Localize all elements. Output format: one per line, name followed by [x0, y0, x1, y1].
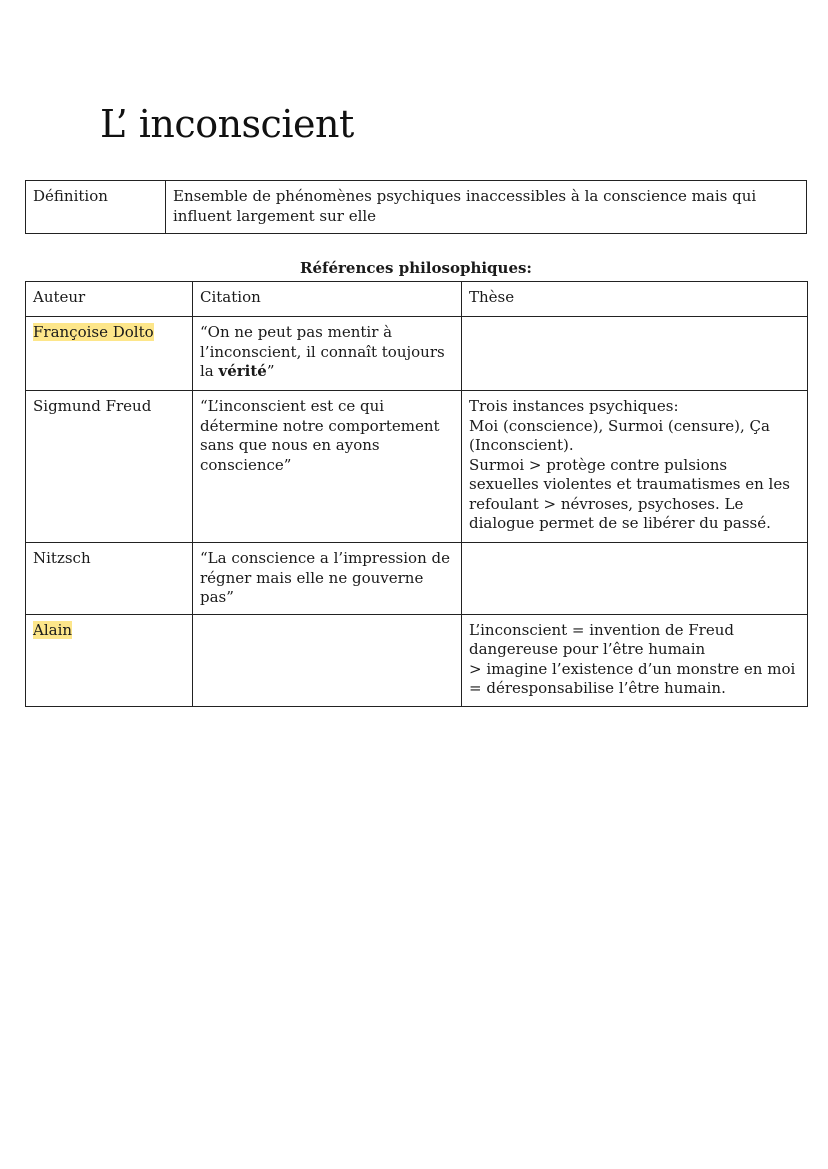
- quote-cell: “La conscience a l’impression de régner mais elle ne gouverne pas”: [193, 543, 462, 615]
- header-citation: Citation: [193, 282, 462, 317]
- header-auteur: Auteur: [26, 282, 193, 317]
- author-cell: [26, 317, 193, 391]
- quote-text: “On ne peut pas mentir à l’inconscient, il connaît toujours la: [200, 323, 445, 380]
- thesis-cell: L’inconscient = invention de Freud dangereuse pour l’être humain > imagine l’existence d’un monstre en moi = déresponsabilise l’être humain.: [462, 614, 808, 706]
- thesis-cell: Trois instances psychiques: Moi (conscience), Surmoi (censure), Ça (Inconscient). Surmoi > protège contre pulsions sexuelles violentes et traumatismes en les refoulant > névroses, psychoses. Le dialogue permet de se libérer du passé.: [462, 391, 808, 543]
- definition-text: Ensemble de phénomènes psychiques inaccessibles à la conscience mais qui influent largement sur elle: [166, 181, 807, 234]
- definition-table: [25, 180, 807, 234]
- author-cell: [26, 391, 193, 543]
- quote-cell: [193, 614, 462, 706]
- author-name: Sigmund Freud: [33, 397, 152, 415]
- quote-cell: “L’inconscient est ce qui détermine notre comportement sans que nous en ayons conscience”: [193, 391, 462, 543]
- thesis-cell: [462, 543, 808, 615]
- page-title: L’ inconscient: [100, 102, 354, 146]
- references-table: [25, 281, 808, 707]
- quote-cell: [193, 317, 462, 391]
- definition-row: [26, 181, 807, 234]
- quote-bold-word: vérité: [218, 362, 267, 380]
- table-row: [26, 614, 808, 706]
- table-header-row: [26, 282, 808, 317]
- author-name: Alain: [33, 620, 73, 639]
- thesis-cell: [462, 317, 808, 391]
- table-row: [26, 391, 808, 543]
- author-name: Nitzsch: [33, 549, 91, 567]
- header-these: Thèse: [462, 282, 808, 317]
- table-row: [26, 543, 808, 615]
- references-caption: Références philosophiques:: [300, 259, 532, 277]
- table-row: [26, 317, 808, 391]
- quote-closing: ”: [266, 362, 275, 380]
- author-cell: [26, 543, 193, 615]
- author-cell: [26, 614, 193, 706]
- author-name: Françoise Dolto: [33, 323, 154, 341]
- definition-label: Définition: [26, 181, 166, 234]
